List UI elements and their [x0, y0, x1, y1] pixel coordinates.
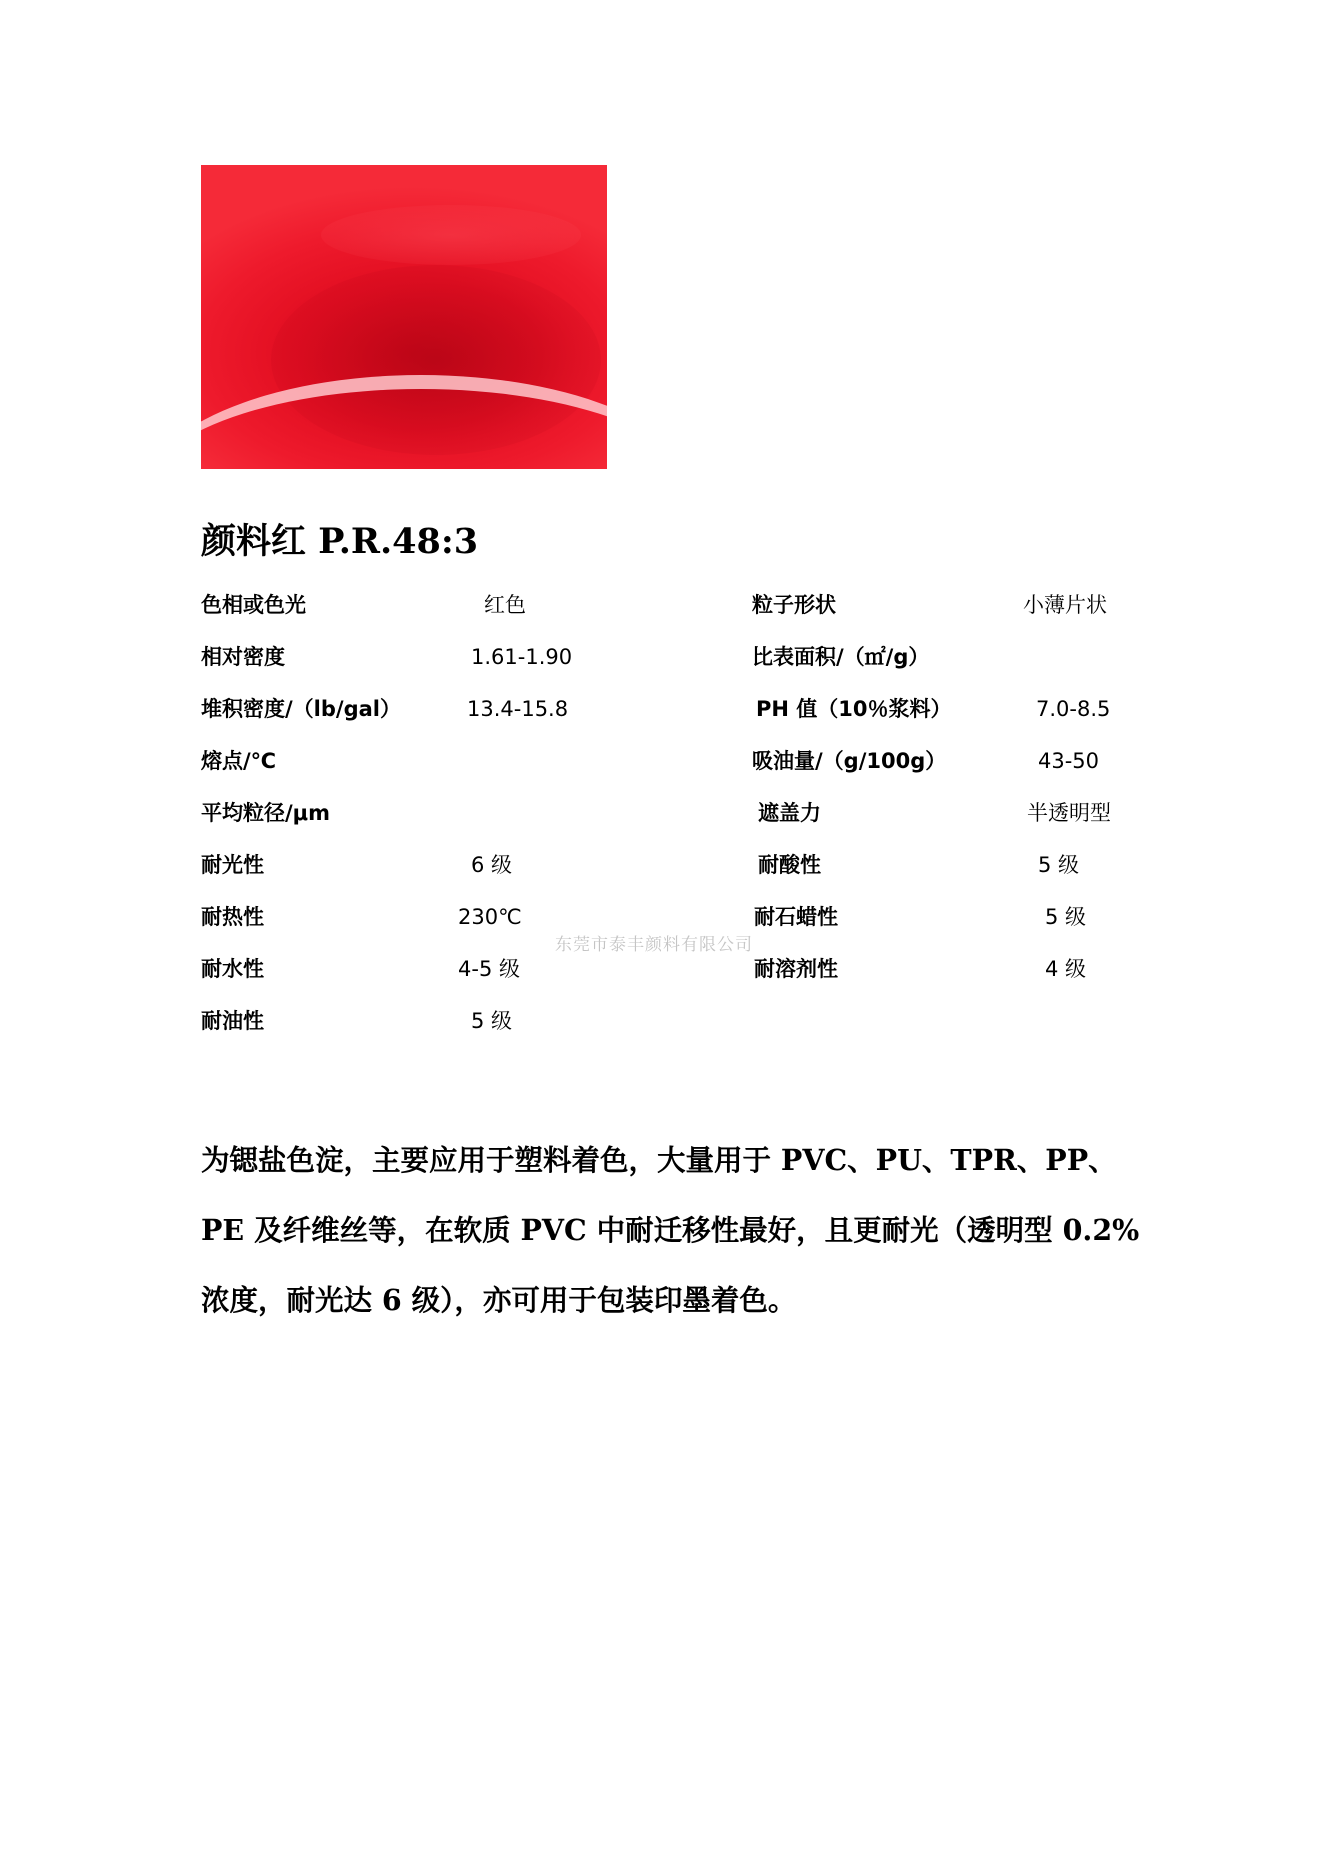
container-rim	[201, 375, 607, 469]
property-label-ph: PH 值（10％浆料）	[756, 697, 952, 721]
property-label-solvent-resistance: 耐溶剂性	[754, 957, 838, 981]
property-label-hue: 色相或色光	[201, 593, 306, 617]
property-label-acid-resistance: 耐酸性	[758, 853, 821, 877]
property-label-hiding-power: 遮盖力	[758, 801, 821, 825]
property-label-particle-size: 平均粒径/μm	[201, 801, 331, 825]
pigment-photo	[201, 165, 607, 469]
property-label-specific-surface: 比表面积/（㎡/g）	[752, 645, 930, 669]
property-label-light-fastness: 耐光性	[201, 853, 264, 877]
photo-highlight	[321, 205, 581, 265]
property-value-bulk-density: 13.4-15.8	[467, 697, 569, 721]
property-label-particle-shape: 粒子形状	[752, 593, 836, 617]
property-label-water-resistance: 耐水性	[201, 957, 264, 981]
property-value-paraffin-resistance: 5 级	[1045, 905, 1087, 929]
property-label-relative-density: 相对密度	[201, 645, 285, 669]
property-label-oil-absorption: 吸油量/（g/100g）	[752, 749, 947, 773]
product-description: 为锶盐色淀，主要应用于塑料着色，大量用于 PVC、PU、TPR、PP、PE 及纤维丝等，在软质 PVC 中耐迁移性最好，且更耐光（透明型 0.2%浓度，耐光达 6 级），亦可用于包装印墨着色。	[201, 1143, 1140, 1317]
property-label-paraffin-resistance: 耐石蜡性	[754, 905, 838, 929]
property-label-heat-resistance: 耐热性	[201, 905, 264, 929]
property-value-hue: 红色	[484, 593, 526, 617]
property-value-oil-absorption: 43-50	[1038, 749, 1100, 773]
property-label-melting-point: 熔点/℃	[201, 749, 277, 773]
property-value-relative-density: 1.61-1.90	[471, 645, 573, 669]
company-watermark: 东莞市泰丰颜料有限公司	[555, 935, 753, 955]
property-value-particle-shape: 小薄片状	[1023, 593, 1107, 617]
product-title: 颜料红 P.R.48:3	[201, 521, 479, 562]
property-value-acid-resistance: 5 级	[1038, 853, 1080, 877]
property-label-bulk-density: 堆积密度/（lb/gal）	[201, 697, 401, 721]
property-value-light-fastness: 6 级	[471, 853, 513, 877]
property-value-oil-resistance: 5 级	[471, 1009, 513, 1033]
property-value-heat-resistance: 230℃	[458, 905, 522, 929]
property-label-oil-resistance: 耐油性	[201, 1009, 264, 1033]
property-value-solvent-resistance: 4 级	[1045, 957, 1087, 981]
property-value-water-resistance: 4-5 级	[458, 957, 520, 981]
property-value-hiding-power: 半透明型	[1027, 801, 1111, 825]
property-value-ph: 7.0-8.5	[1036, 697, 1111, 721]
